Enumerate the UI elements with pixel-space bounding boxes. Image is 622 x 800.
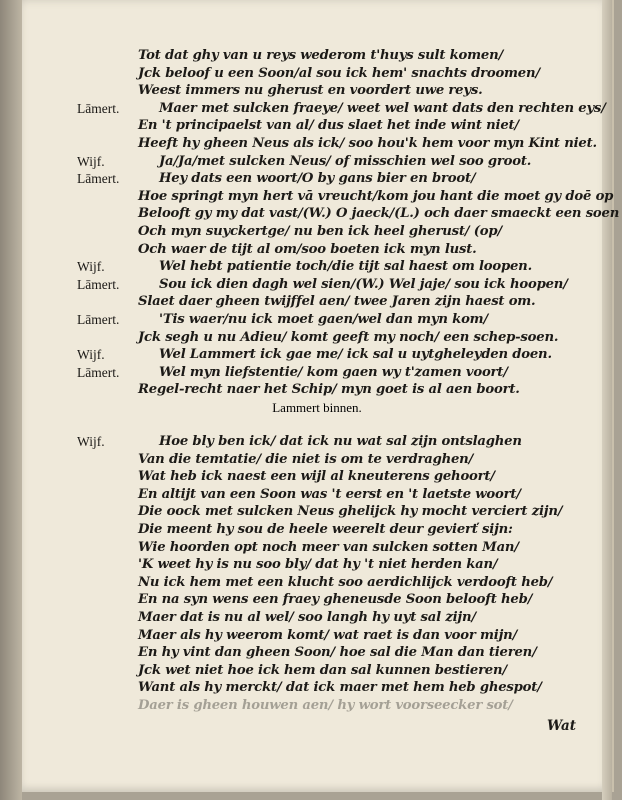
verse-line: Maer als hy weerom komt/ wat raet is dan voor mijn/ bbox=[138, 627, 518, 643]
verse-row bbox=[22, 679, 612, 697]
verse-line: Weest immers nu gherust en voordert uwe reys. bbox=[138, 83, 483, 99]
verse-line: 'K weet hy is nu soo bly/ dat hy 't niet herden kan/ bbox=[138, 557, 498, 573]
speaker-label: Wijf. bbox=[77, 347, 105, 363]
verse-line: Wel hebt patientie toch/die tijt sal haest om loopen. bbox=[159, 259, 532, 275]
speaker-label: Lāmert. bbox=[77, 364, 120, 380]
verse-line: 'Tis waer/nu ick moet gaen/wel dan myn kom/ bbox=[159, 312, 489, 327]
verse-line: Jck beloof u een Soon/al sou ick hem' snachts droomen/ bbox=[138, 65, 540, 81]
verse-row bbox=[22, 364, 612, 382]
verse-row bbox=[22, 697, 612, 715]
verse-row bbox=[22, 241, 612, 259]
verse-row bbox=[22, 539, 612, 557]
verse-row bbox=[22, 258, 612, 276]
verse-row bbox=[22, 591, 612, 609]
verse-line: Wel Lammert ick gae me/ ick sal u uytgheleyden doen. bbox=[159, 347, 552, 363]
verse-line: Belooft gy my dat vast/(W.) O jaeck/(L.) och daer smaeckt een soen bbox=[138, 206, 620, 222]
speaker-label: Wijf. bbox=[77, 434, 105, 449]
verse-line: Jck segh u nu Adieu/ komt geeft my noch/ een schep-soen. bbox=[138, 329, 559, 345]
verse-row bbox=[22, 486, 612, 504]
stage-direction: Lammert binnen. bbox=[272, 400, 362, 415]
verse-line: Van die temtatie/ die niet is om te verdraghen/ bbox=[138, 451, 474, 467]
verse-line: Maer met sulcken fraeye/ weet wel want dats den rechten eys/ bbox=[159, 100, 606, 116]
verse-row bbox=[22, 644, 612, 662]
verse-line: Wel myn liefstentie/ kom gaen wy t'zamen voort/ bbox=[159, 364, 508, 380]
verse-line: En 't principaelst van al/ dus slaet het inde wint niet/ bbox=[138, 118, 520, 134]
verse-row bbox=[22, 170, 612, 188]
verse-row bbox=[22, 311, 612, 329]
verse-line: Want als hy merckt/ dat ick maer met hem heb ghespot/ bbox=[138, 680, 542, 696]
verse-row bbox=[22, 574, 612, 592]
verse-line: Die oock met sulcken Neus ghelijck hy mocht verciert zijn/ bbox=[138, 504, 563, 520]
verse-row bbox=[22, 346, 612, 364]
verse-row bbox=[22, 662, 612, 680]
verse-line: Die meent hy sou de heele weerelt deur gevierť sijn: bbox=[138, 522, 513, 537]
verse-line: Tot dat ghy van u reys wederom t'huys sult komen/ bbox=[138, 48, 504, 63]
book-spine bbox=[0, 0, 22, 800]
verse-row bbox=[22, 117, 612, 135]
verse-row bbox=[22, 627, 612, 645]
verse-row bbox=[22, 188, 612, 206]
speaker-label: Lāmert. bbox=[77, 171, 120, 187]
verse-line: Wie hoorden opt noch meer van sulcken sotten Man/ bbox=[138, 539, 519, 555]
verse-line: Hoe bly ben ick/ dat ick nu wat sal zijn ontslaghen bbox=[159, 434, 522, 449]
book-page bbox=[22, 0, 620, 792]
verse-line: Hey dats een woort/O by gans bier en broot/ bbox=[159, 171, 476, 187]
verse-row bbox=[22, 276, 612, 294]
verse-row bbox=[22, 468, 612, 486]
verse-row bbox=[22, 521, 612, 539]
verse-row bbox=[22, 100, 612, 118]
verse-line: Nu ick hem met een klucht soo aerdichlijck verdooft heb/ bbox=[138, 574, 553, 590]
verse-row bbox=[22, 381, 612, 399]
verse-row bbox=[22, 433, 612, 451]
speaker-label: Lāmert. bbox=[77, 312, 120, 327]
speaker-label: Lāmert. bbox=[77, 276, 120, 292]
verse-line: Wat heb ick naest een wijl al kneuterens gehoort/ bbox=[138, 469, 495, 485]
verse-line: Ja/Ja/met sulcken Neus/ of misschien wel soo groot. bbox=[159, 153, 532, 169]
speaker-label: Wijf. bbox=[77, 259, 105, 275]
verse-line: Jck wet niet hoe ick hem dan sal kunnen bestieren/ bbox=[138, 662, 508, 678]
verse-line: Heeft hy gheen Neus als ick/ soo hou'k hem voor myn Kint niet. bbox=[138, 136, 597, 151]
verse-line: En na syn wens een fraey gheneusde Soon belooft heb/ bbox=[138, 592, 533, 608]
verse-line: Daer is gheen houwen aen/ hy wort voorseecker sot/ bbox=[138, 698, 513, 713]
verse-line: Regel-recht naer het Schip/ myn goet is al aen boort. bbox=[138, 382, 520, 398]
verse-line: Hoe springt myn hert vā vreucht/kom jou hant die moet gy doē op bbox=[138, 188, 614, 204]
verse-row bbox=[22, 205, 620, 223]
verse-row bbox=[22, 329, 612, 347]
verse-row bbox=[22, 47, 612, 65]
verse-line: Och myn suyckertge/ nu ben ick heel gherust/ (op/ bbox=[138, 224, 503, 239]
speaker-label: Lāmert. bbox=[77, 100, 120, 116]
verse-line: En altijt van een Soon was 't eerst en 't laetste woort/ bbox=[138, 486, 521, 502]
verse-row bbox=[22, 153, 612, 171]
verse-line: Och waer de tijt al om/soo boeten ick myn lust. bbox=[138, 241, 477, 257]
verse-line: En hy vint dan gheen Soon/ hoe sal die Man dan tieren/ bbox=[138, 645, 537, 661]
verse-row bbox=[22, 65, 612, 83]
verse-row bbox=[22, 556, 612, 574]
speaker-label: Wijf. bbox=[77, 153, 105, 169]
verse-row bbox=[22, 451, 612, 469]
verse-row bbox=[22, 223, 612, 241]
verse-row bbox=[22, 135, 612, 153]
verse-row bbox=[22, 293, 612, 311]
verse-row bbox=[22, 82, 612, 100]
catchword: Wat bbox=[547, 718, 576, 734]
verse-line: Slaet daer gheen twijffel aen/ twee Jaren zijn haest om. bbox=[138, 294, 536, 310]
verse-line: Sou ick dien dagh wel sien/(W.) Wel jaje/ sou ick hoopen/ bbox=[159, 276, 568, 292]
verse-row bbox=[22, 503, 612, 521]
verse-line: Maer dat is nu al wel/ soo langh hy uyt sal zijn/ bbox=[138, 610, 476, 625]
verse-row bbox=[22, 609, 612, 627]
